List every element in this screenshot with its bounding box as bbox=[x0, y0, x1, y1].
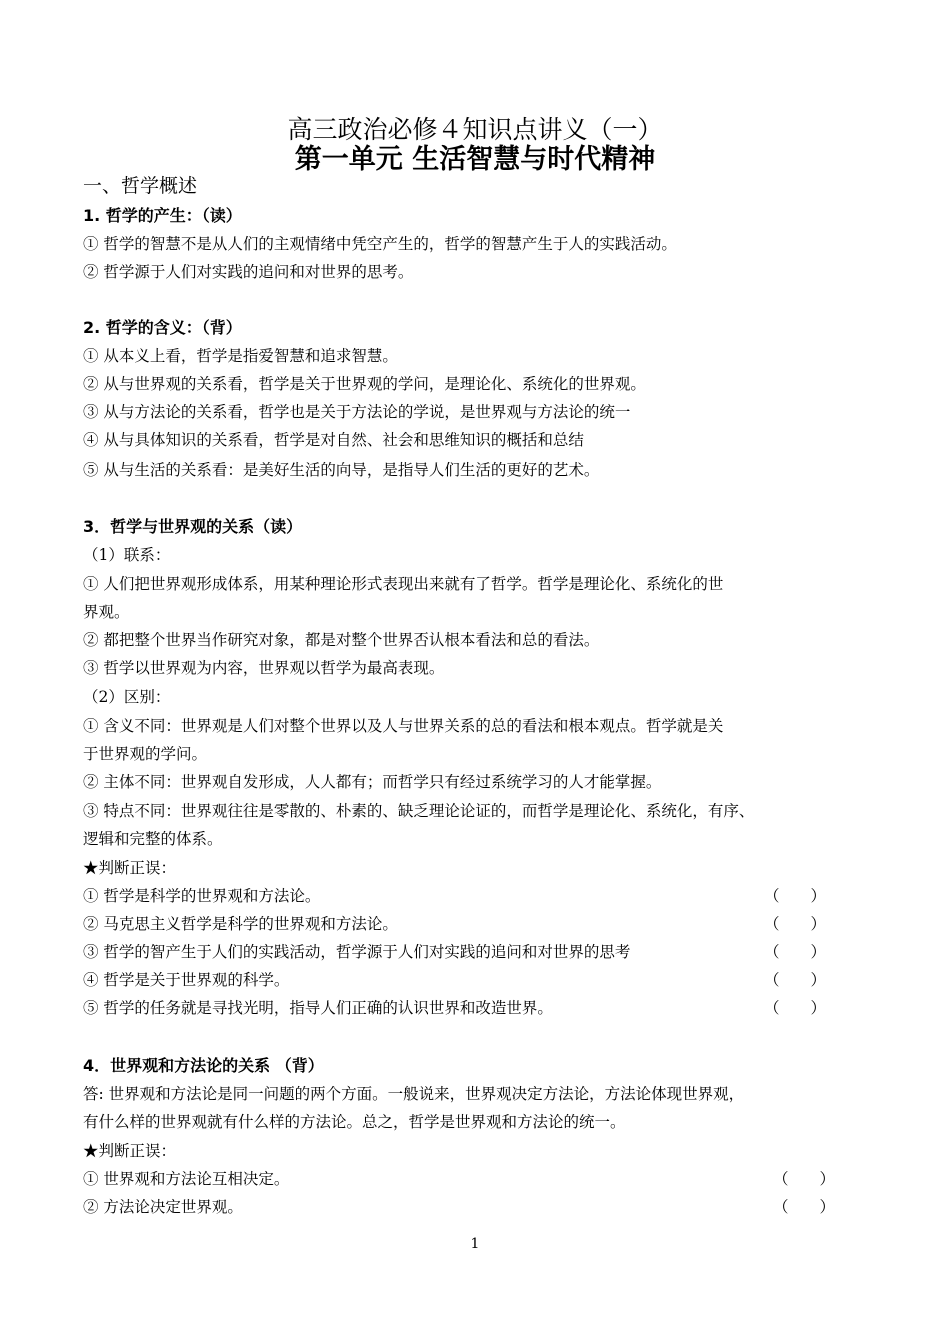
judge-label: ★判断正误： bbox=[83, 1142, 177, 1160]
q3-diff-line: ① 含义不同：世界观是人们对整个世界以及人与世界关系的总的看法和根本观点。哲学就是关 bbox=[83, 717, 724, 735]
judge-item: ④ 哲学是关于世界观的科学。 bbox=[83, 971, 290, 989]
q1-item: ① 哲学的智慧不是从人们的主观情绪中凭空产生的，哲学的智慧产生于人的实践活动。 bbox=[83, 235, 677, 253]
q4-answer-line: 有什么样的世界观就有什么样的方法论。总之，哲学是世界观和方法论的统一。 bbox=[83, 1113, 626, 1131]
unit-title: 第一单元 生活智慧与时代精神 bbox=[294, 144, 656, 175]
q2-item: ② 从与世界观的关系看，哲学是关于世界观的学问，是理论化、系统化的世界观。 bbox=[83, 375, 646, 393]
q3-sub-heading: （1）联系： bbox=[83, 546, 171, 564]
q3-diff-line: ② 主体不同：世界观自发形成，人人都有；而哲学只有经过系统学习的人才能掌握。 bbox=[83, 773, 662, 791]
q2-item: ③ 从与方法论的关系看，哲学也是关于方法论的学说，是世界观与方法论的统一 bbox=[83, 403, 631, 421]
q2-item: ⑤ 从与生活的关系看：是美好生活的向导，是指导人们生活的更好的艺术。 bbox=[83, 461, 600, 479]
q3-link-line: ③ 哲学以世界观为内容，世界观以哲学为最高表现。 bbox=[83, 659, 445, 677]
q1-heading: 1. 哲学的产生：（读） bbox=[83, 206, 242, 225]
judge-item: ③ 哲学的智产生于人们的实践活动，哲学源于人们对实践的追问和对世界的思考 bbox=[83, 943, 631, 961]
judge-item: ② 方法论决定世界观。 bbox=[83, 1198, 243, 1216]
judge-item: ① 哲学是科学的世界观和方法论。 bbox=[83, 887, 321, 905]
page-number: 1 bbox=[470, 1236, 480, 1252]
judge-label: ★判断正误： bbox=[83, 859, 177, 877]
q3-diff-line: 于世界观的学问。 bbox=[83, 745, 208, 763]
q4-heading: 4．世界观和方法论的关系 （背） bbox=[83, 1056, 324, 1075]
q2-heading: 2. 哲学的含义：（背） bbox=[83, 318, 242, 337]
page-title: 高三政治必修４知识点讲义（一） bbox=[287, 115, 663, 144]
judge-item: ② 马克思主义哲学是科学的世界观和方法论。 bbox=[83, 915, 398, 933]
q1-item: ② 哲学源于人们对实践的追问和对世界的思考。 bbox=[83, 263, 414, 281]
q2-item: ④ 从与具体知识的关系看，哲学是对自然、社会和思维知识的概括和总结 bbox=[83, 431, 584, 449]
q3-sub-heading: （2）区别： bbox=[83, 688, 171, 706]
answer-blank[interactable]: （ ） bbox=[764, 999, 827, 1017]
answer-blank[interactable]: （ ） bbox=[773, 1170, 836, 1188]
answer-blank[interactable]: （ ） bbox=[764, 971, 827, 989]
answer-blank[interactable]: （ ） bbox=[773, 1198, 836, 1216]
q3-diff-line: 逻辑和完整的体系。 bbox=[83, 830, 223, 848]
q3-link-line: 界观。 bbox=[83, 603, 130, 621]
judge-item: ① 世界观和方法论互相决定。 bbox=[83, 1170, 290, 1188]
judge-item: ⑤ 哲学的任务就是寻找光明，指导人们正确的认识世界和改造世界。 bbox=[83, 999, 553, 1017]
q3-link-line: ② 都把整个世界当作研究对象，都是对整个世界否认根本看法和总的看法。 bbox=[83, 631, 600, 649]
q3-link-line: ① 人们把世界观形成体系，用某种理论形式表现出来就有了哲学。哲学是理论化、系统化的世 bbox=[83, 575, 724, 593]
section-heading: 一、哲学概述 bbox=[83, 175, 198, 197]
answer-blank[interactable]: （ ） bbox=[764, 887, 827, 905]
q3-diff-line: ③ 特点不同：世界观往往是零散的、朴素的、缺乏理论论证的，而哲学是理论化、系统化，有序、 bbox=[83, 802, 755, 820]
q3-heading: 3．哲学与世界观的关系（读） bbox=[83, 517, 303, 536]
q4-answer-line: 答: 世界观和方法论是同一问题的两个方面。一般说来，世界观决定方法论，方法论体现世界观， bbox=[83, 1085, 745, 1103]
q2-item: ① 从本义上看，哲学是指爱智慧和追求智慧。 bbox=[83, 347, 398, 365]
answer-blank[interactable]: （ ） bbox=[764, 915, 827, 933]
answer-blank[interactable]: （ ） bbox=[764, 943, 827, 961]
